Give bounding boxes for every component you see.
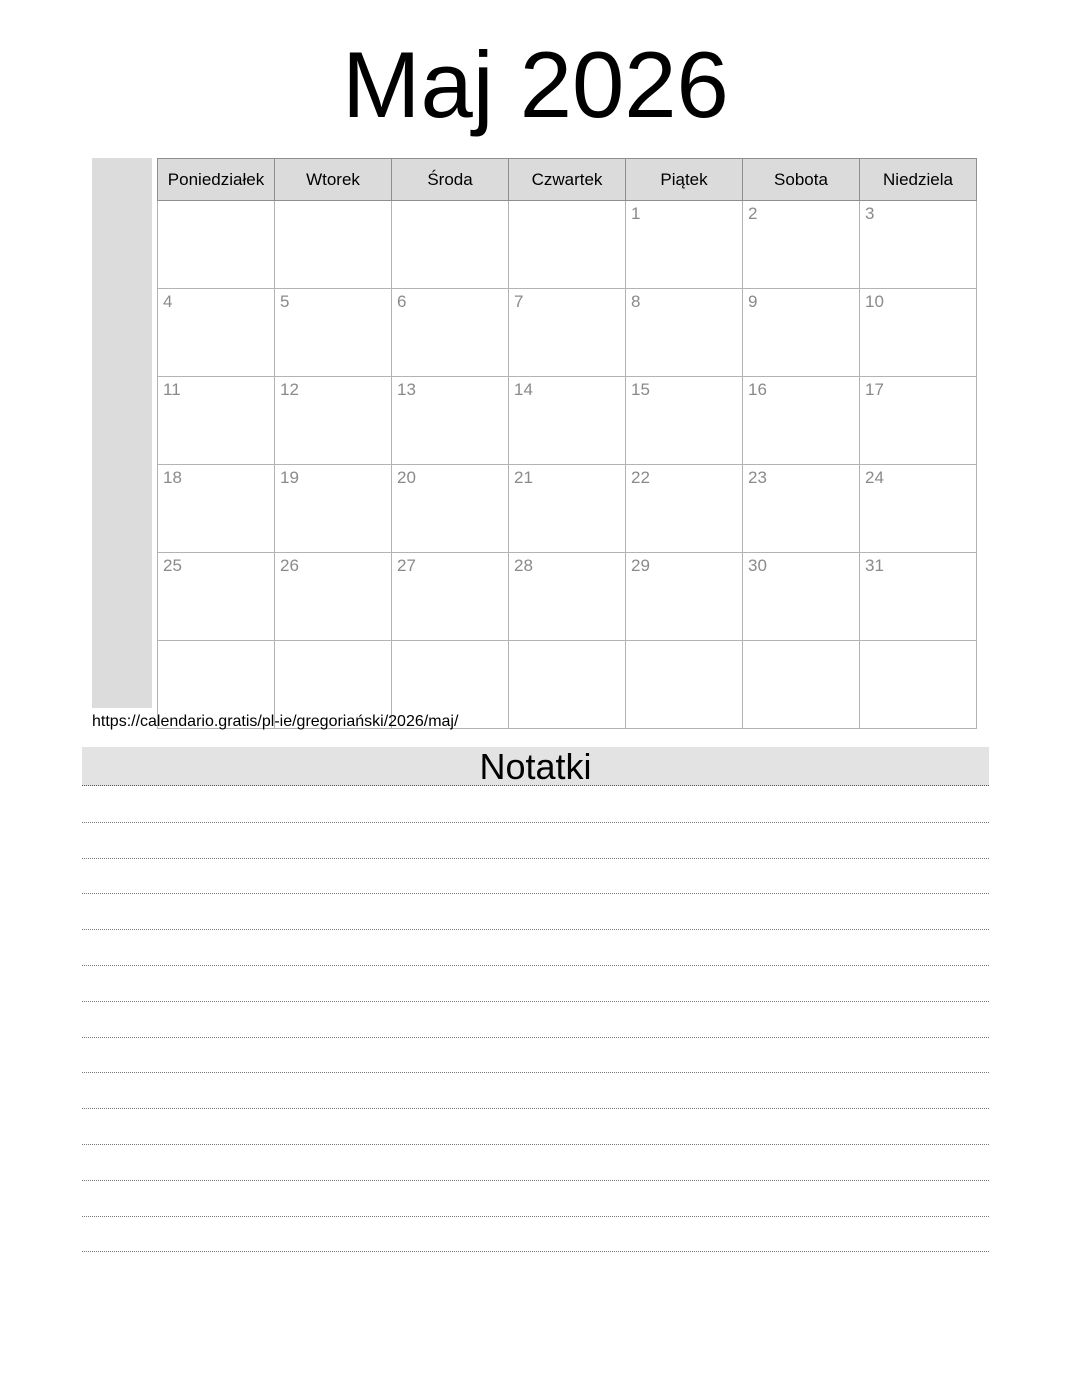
day-cell: 3 — [860, 201, 977, 289]
day-cell: 29 — [626, 553, 743, 641]
notes-title: Notatki — [479, 746, 592, 787]
notes-lines — [82, 786, 989, 1252]
day-cell: 28 — [509, 553, 626, 641]
note-line — [82, 930, 989, 966]
day-cell: 31 — [860, 553, 977, 641]
day-cell: 11 — [158, 377, 275, 465]
day-cell: 15 — [626, 377, 743, 465]
day-cell: 7 — [509, 289, 626, 377]
day-cell: 21 — [509, 465, 626, 553]
day-cell: 13 — [392, 377, 509, 465]
week-row — [158, 201, 977, 289]
day-cell: 17 — [860, 377, 977, 465]
day-cell: 6 — [392, 289, 509, 377]
day-cell: 22 — [626, 465, 743, 553]
day-cell: 2 — [743, 201, 860, 289]
day-header-thursday: Czwartek — [509, 159, 626, 201]
day-cell — [626, 641, 743, 729]
day-cell: 4 — [158, 289, 275, 377]
day-cell: 23 — [743, 465, 860, 553]
day-cell — [392, 201, 509, 289]
calendar — [92, 158, 977, 729]
day-cell — [743, 641, 860, 729]
note-line — [82, 966, 989, 1002]
week-row — [158, 553, 977, 641]
day-cell: 16 — [743, 377, 860, 465]
day-header-wednesday: Środa — [392, 159, 509, 201]
day-cell: 1 — [626, 201, 743, 289]
day-cell — [860, 641, 977, 729]
day-header-sunday: Niedziela — [860, 159, 977, 201]
note-line — [82, 1109, 989, 1145]
day-header-saturday: Sobota — [743, 159, 860, 201]
day-cell — [158, 201, 275, 289]
note-line — [82, 894, 989, 930]
week-row — [158, 377, 977, 465]
day-cell: 8 — [626, 289, 743, 377]
day-cell: 9 — [743, 289, 860, 377]
day-cell: 10 — [860, 289, 977, 377]
day-header-tuesday: Wtorek — [275, 159, 392, 201]
day-cell: 25 — [158, 553, 275, 641]
note-line — [82, 1217, 989, 1253]
note-line — [82, 1145, 989, 1181]
day-cell — [275, 201, 392, 289]
day-header-monday: Poniedziałek — [158, 159, 275, 201]
notes-header — [82, 747, 989, 786]
note-line — [82, 1038, 989, 1074]
day-cell — [509, 641, 626, 729]
day-cell: 30 — [743, 553, 860, 641]
day-cell: 12 — [275, 377, 392, 465]
note-line — [82, 1002, 989, 1038]
day-cell: 26 — [275, 553, 392, 641]
note-line — [82, 1073, 989, 1109]
weekday-header-row — [158, 159, 977, 201]
note-line — [82, 786, 989, 823]
day-header-friday: Piątek — [626, 159, 743, 201]
day-cell: 27 — [392, 553, 509, 641]
note-line — [82, 823, 989, 859]
calendar-table — [157, 158, 977, 729]
week-row — [158, 465, 977, 553]
calendar-side-column — [92, 158, 152, 708]
page-title: Maj 2026 — [342, 32, 729, 137]
note-line — [82, 1181, 989, 1217]
source-url: https://calendario.gratis/pl-ie/gregoriański/2026/maj/ — [92, 713, 459, 730]
notes-section — [82, 747, 989, 1252]
day-cell: 19 — [275, 465, 392, 553]
day-cell: 20 — [392, 465, 509, 553]
day-cell: 14 — [509, 377, 626, 465]
day-cell — [509, 201, 626, 289]
week-row — [158, 289, 977, 377]
day-cell: 24 — [860, 465, 977, 553]
day-cell: 5 — [275, 289, 392, 377]
day-cell: 18 — [158, 465, 275, 553]
note-line — [82, 859, 989, 895]
